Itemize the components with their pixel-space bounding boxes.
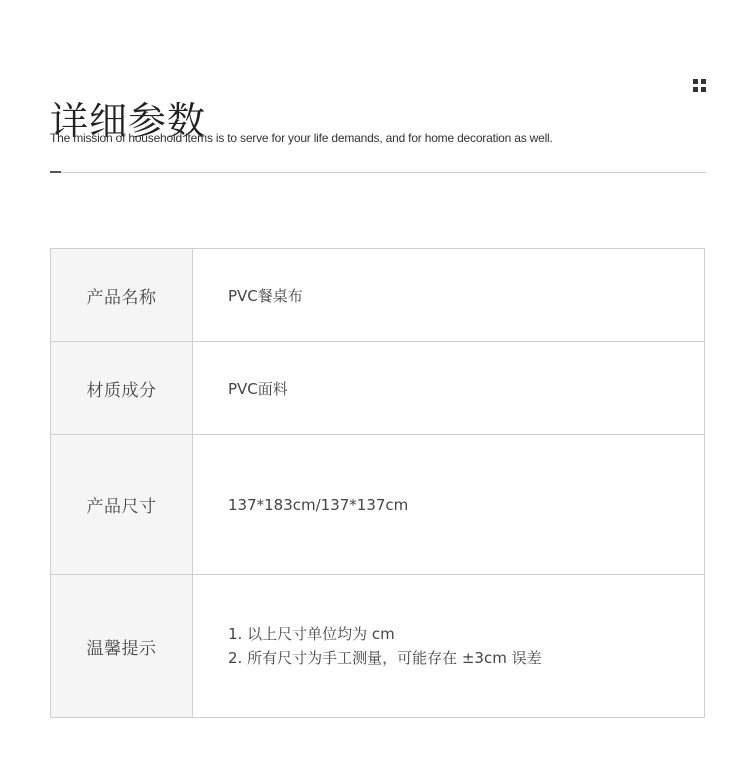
spec-label: 材质成分 [51,342,193,435]
spec-row-tips [51,575,705,718]
spec-table [50,248,705,718]
page-subtitle: The mission of household items is to serve for your life demands, and for home decoration as well. [50,131,553,145]
tip-item: 2. 所有尺寸为手工测量，可能存在 ±3cm 误差 [228,649,542,667]
grid-icon-cell [701,87,706,92]
divider-accent [50,171,61,173]
tips-list [228,622,704,670]
grid-icon [693,79,706,92]
spec-row-name [51,249,705,342]
spec-value-tips [193,575,705,718]
spec-label: 产品名称 [51,249,193,342]
grid-icon-cell [693,79,698,84]
spec-value: 137*183cm/137*137cm [193,435,705,575]
header-divider [50,172,706,173]
page-title: 详细参数 [50,99,207,144]
spec-label: 产品尺寸 [51,435,193,575]
spec-row-material [51,342,705,435]
tip-item: 1. 以上尺寸单位均为 cm [228,625,395,643]
spec-label: 温馨提示 [51,575,193,718]
spec-value: PVC面料 [193,342,705,435]
grid-icon-cell [693,87,698,92]
spec-row-size [51,435,705,575]
grid-icon-cell [701,79,706,84]
spec-value: PVC餐桌布 [193,249,705,342]
